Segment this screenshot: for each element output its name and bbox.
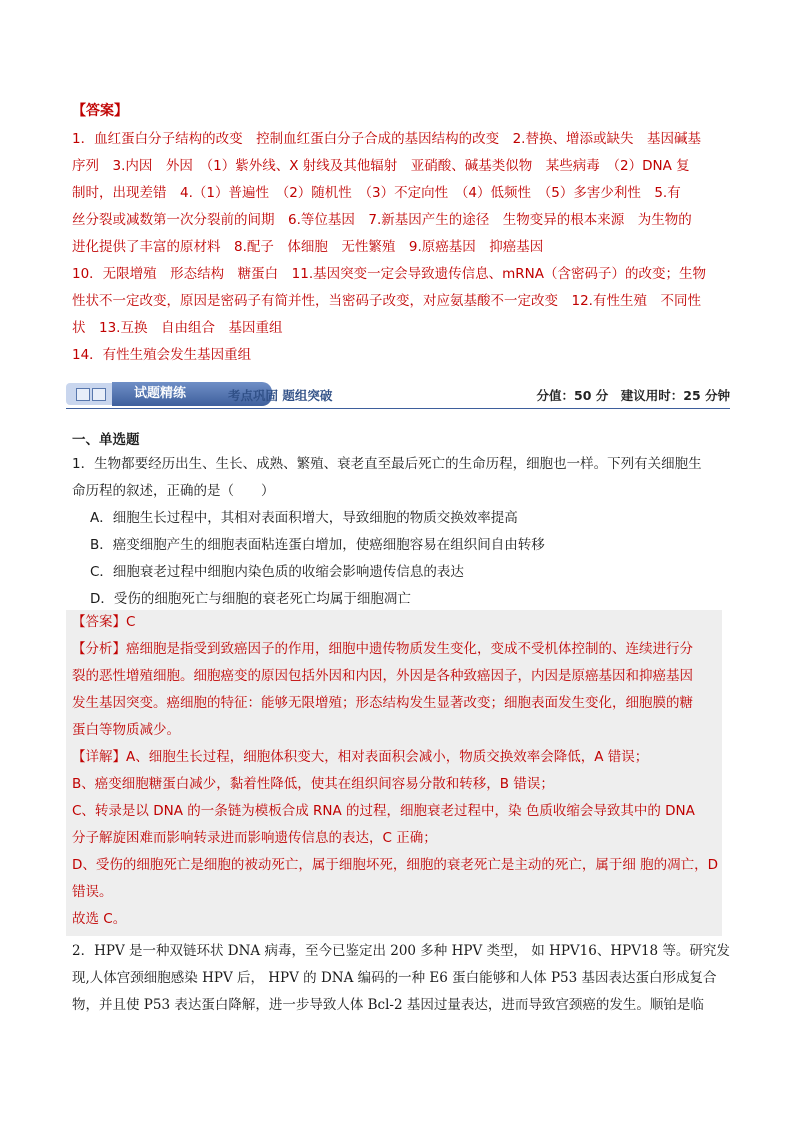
detail-line: 错误。 bbox=[72, 884, 113, 900]
section-banner bbox=[66, 380, 730, 410]
analysis-line: 发生基因突变。癌细胞的特征：能够无限增殖；形态结构发生显著改变；细胞表面发生变化，细胞膜的糖 bbox=[72, 695, 693, 711]
page-left-icon bbox=[76, 388, 90, 401]
option-d: D．受伤的细胞死亡与细胞的衰老死亡均属于细胞凋亡 bbox=[90, 591, 411, 607]
answer-line: 进化提供了丰富的原材料 8.配子 体细胞 无性繁殖 9.原癌基因 抑癌基因 bbox=[72, 239, 544, 255]
question-stem: 命历程的叙述，正确的是（ ） bbox=[72, 483, 275, 499]
banner-divider bbox=[66, 408, 730, 409]
answer-line bbox=[72, 609, 748, 636]
answer-heading: 【答案】 bbox=[72, 103, 128, 119]
banner-score: 分值：50 分 建议用时：25 分钟 bbox=[536, 388, 730, 403]
answer-line: 丝分裂或减数第一次分裂前的间期 6.等位基因 7.新基因产生的途径 生物变异的根本来源 为生物的 bbox=[72, 212, 692, 228]
detail-line: B、癌变细胞糖蛋白减少，黏着性降低，使其在组织间容易分散和转移，B 错误； bbox=[72, 776, 554, 792]
banner-tab: 试题精练 bbox=[112, 382, 272, 406]
answer-line: 状 13.互换 自由组合 基因重组 bbox=[72, 320, 283, 336]
answer-value: C bbox=[126, 614, 136, 630]
question-2 bbox=[72, 938, 736, 1019]
answer-tag: 【答案】 bbox=[72, 614, 126, 630]
banner-tagline: 考点巩固 题组突破 bbox=[228, 388, 333, 403]
analysis-text: 癌细胞是指受到致癌因子的作用，细胞中遗传物质发生变化，变成不受机体控制的、连续进行分 bbox=[126, 641, 693, 657]
question-1 bbox=[72, 451, 736, 613]
answer-line: 性状不一定改变，原因是密码子有简并性，当密码子改变，对应氨基酸不一定改变 12.有性生殖 不同性 bbox=[72, 293, 701, 309]
answer-line: 14．有性生殖会发生基因重组 bbox=[72, 347, 252, 363]
answer-line: 制时，出现差错 4.（1）普遍性 （2）随机性 （3）不定向性 （4）低频性 （5）多害少利性 5.有 bbox=[72, 185, 681, 201]
section-title: 一、单选题 bbox=[72, 432, 140, 448]
analysis-tag: 【分析】 bbox=[72, 641, 126, 657]
detail-line: C、转录是以 DNA 的一条链为模板合成 RNA 的过程，细胞衰老过程中，染 色质收缩会导致其中的 DNA bbox=[72, 803, 695, 819]
option-b: B．癌变细胞产生的细胞表面粘连蛋白增加，使癌细胞容易在组织间自由转移 bbox=[90, 537, 545, 553]
question-line: 2．HPV 是一种双链环状 DNA 病毒，至今已鉴定出 200 多种 HPV 类型， 如 HPV16、HPV18 等。研究发 bbox=[72, 943, 730, 959]
question-line: 物，并且使 P53 表达蛋白降解，进一步导致人体 Bcl-2 基因过量表达，进而导致宫颈癌的发生。顺铂是临 bbox=[72, 997, 704, 1013]
option-a: A．细胞生长过程中，其相对表面积增大，导致细胞的物质交换效率提高 bbox=[90, 510, 518, 526]
detail-line bbox=[72, 744, 748, 771]
conclusion: 故选 C。 bbox=[72, 911, 127, 927]
analysis-line: 裂的恶性增殖细胞。细胞癌变的原因包括外因和内因，外因是各种致癌因子，内因是原癌基因和抑癌基因 bbox=[72, 668, 693, 684]
page-right-icon bbox=[92, 388, 106, 401]
answer-line: 1．血红蛋白分子结构的改变 控制血红蛋白分子合成的基因结构的改变 2.替换、增添或缺失 基因碱基 bbox=[72, 131, 701, 147]
answer-body bbox=[72, 126, 732, 369]
question-stem: 1．生物都要经历出生、生长、成熟、繁殖、衰老直至最后死亡的生命历程，细胞也一样。下列有关细胞生 bbox=[72, 456, 702, 472]
analysis-line bbox=[72, 636, 748, 663]
answer-line: 10．无限增殖 形态结构 糖蛋白 11.基因突变一定会导致遗传信息、mRNA（含密码子）的改变；生物 bbox=[72, 266, 707, 282]
answer-line: 序列 3.内因 外因 （1）紫外线、X 射线及其他辐射 亚硝酸、碱基类似物 某些病毒 （2）DNA 复 bbox=[72, 158, 690, 174]
question-line: 现,人体宫颈细胞感染 HPV 后， HPV 的 DNA 编码的一种 E6 蛋白能够和人体 P53 基因表达蛋白形成复合 bbox=[72, 970, 717, 986]
book-icon bbox=[66, 383, 116, 405]
detail-line: 分子解旋困难而影响转录进而影响遗传信息的表达，C 正确； bbox=[72, 830, 437, 846]
detail-line: D、受伤的细胞死亡是细胞的被动死亡，属于细胞坏死，细胞的衰老死亡是主动的死亡，属于细 胞的凋亡，D bbox=[72, 857, 719, 873]
detail-tag: 【详解】 bbox=[72, 749, 126, 765]
analysis-line: 蛋白等物质减少。 bbox=[72, 722, 180, 738]
analysis-block bbox=[72, 609, 748, 933]
option-c: C．细胞衰老过程中细胞内染色质的收缩会影响遗传信息的表达 bbox=[90, 564, 464, 580]
detail-text: A、细胞生长过程，细胞体积变大，相对表面积会减小，物质交换效率会降低，A 错误； bbox=[126, 749, 649, 765]
